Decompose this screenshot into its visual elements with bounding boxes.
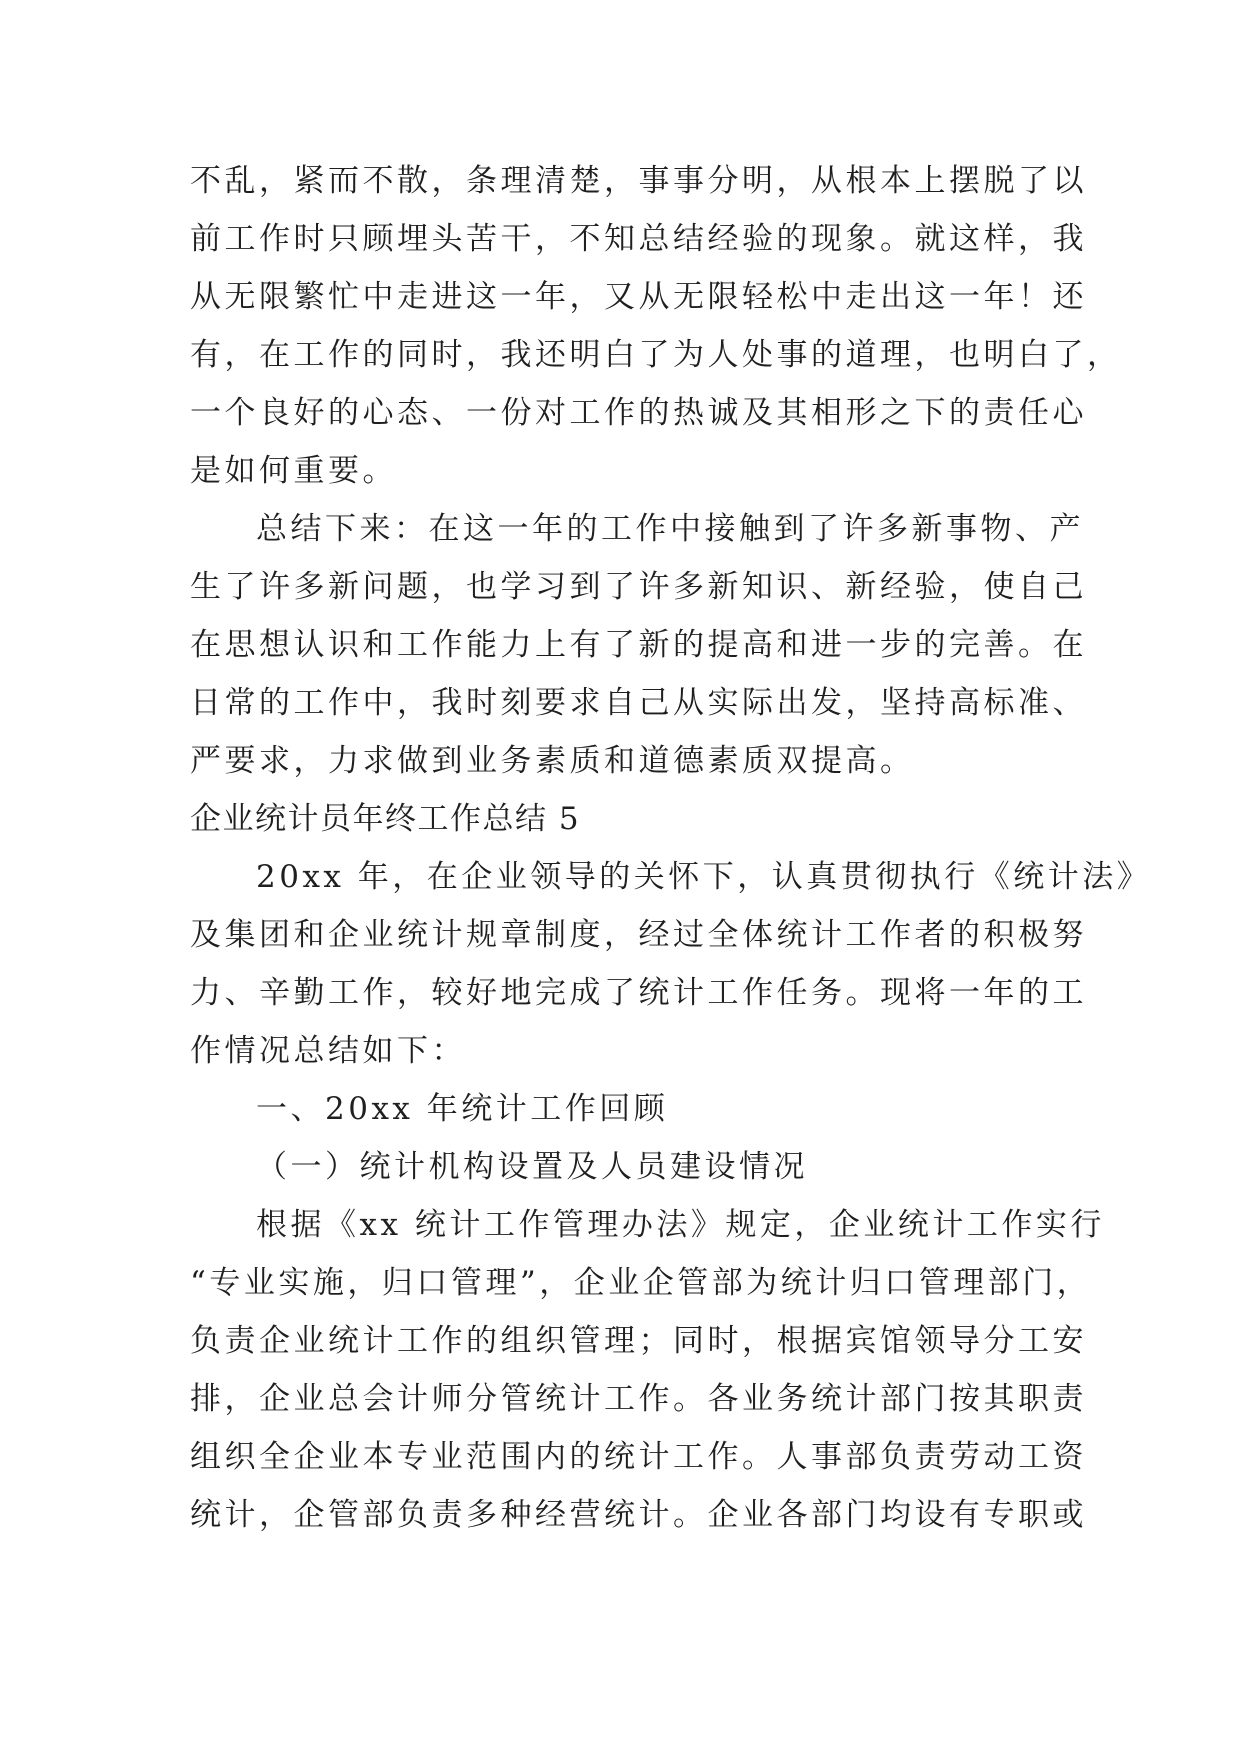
text-line: 有，在工作的同时，我还明白了为人处事的道理，也明白了，	[190, 337, 1122, 373]
paragraph-first-line: 总结下来：在这一年的工作中接触到了许多新事物、产	[256, 511, 1084, 547]
subheading: 一、20xx 年统计工作回顾	[256, 1091, 669, 1127]
subheading: （一）统计机构设置及人员建设情况	[256, 1149, 808, 1185]
document-body	[190, 152, 1152, 1544]
text-line: 组织全企业本专业范围内的统计工作。人事部负责劳动工资	[190, 1439, 1087, 1475]
text-line: 作情况总结如下：	[190, 1033, 466, 1069]
text-line: 从无限繁忙中走进这一年，又从无限轻松中走出这一年！还	[190, 279, 1087, 315]
text-line: 力、辛勤工作，较好地完成了统计工作任务。现将一年的工	[190, 975, 1087, 1011]
text-line: 负责企业统计工作的组织管理；同时，根据宾馆领导分工安	[190, 1323, 1087, 1359]
text-line: 前工作时只顾埋头苦干，不知总结经验的现象。就这样，我	[190, 221, 1087, 257]
text-line: 严要求，力求做到业务素质和道德素质双提高。	[190, 743, 915, 779]
text-line: 不乱，紧而不散，条理清楚，事事分明，从根本上摆脱了以	[190, 163, 1087, 199]
paragraph-first-line: 根据《xx 统计工作管理办法》规定，企业统计工作实行	[256, 1207, 1105, 1243]
section-title: 企业统计员年终工作总结 5	[190, 801, 581, 837]
text-line: 一个良好的心态、一份对工作的热诚及其相形之下的责任心	[190, 395, 1087, 431]
text-line: 日常的工作中，我时刻要求自己从实际出发，坚持高标准、	[190, 685, 1087, 721]
text-line: 在思想认识和工作能力上有了新的提高和进一步的完善。在	[190, 627, 1087, 663]
paragraph-first-line: 20xx 年，在企业领导的关怀下，认真贯彻执行《统计法》	[256, 859, 1152, 895]
text-line: 生了许多新问题，也学习到了许多新知识、新经验，使自己	[190, 569, 1087, 605]
text-line: 统计，企管部负责多种经营统计。企业各部门均设有专职或	[190, 1497, 1087, 1533]
text-line: “专业实施，归口管理”，企业企管部为统计归口管理部门，	[190, 1265, 1092, 1301]
text-line: 是如何重要。	[190, 453, 397, 489]
text-line: 及集团和企业统计规章制度，经过全体统计工作者的积极努	[190, 917, 1087, 953]
text-line: 排，企业总会计师分管统计工作。各业务统计部门按其职责	[190, 1381, 1087, 1417]
